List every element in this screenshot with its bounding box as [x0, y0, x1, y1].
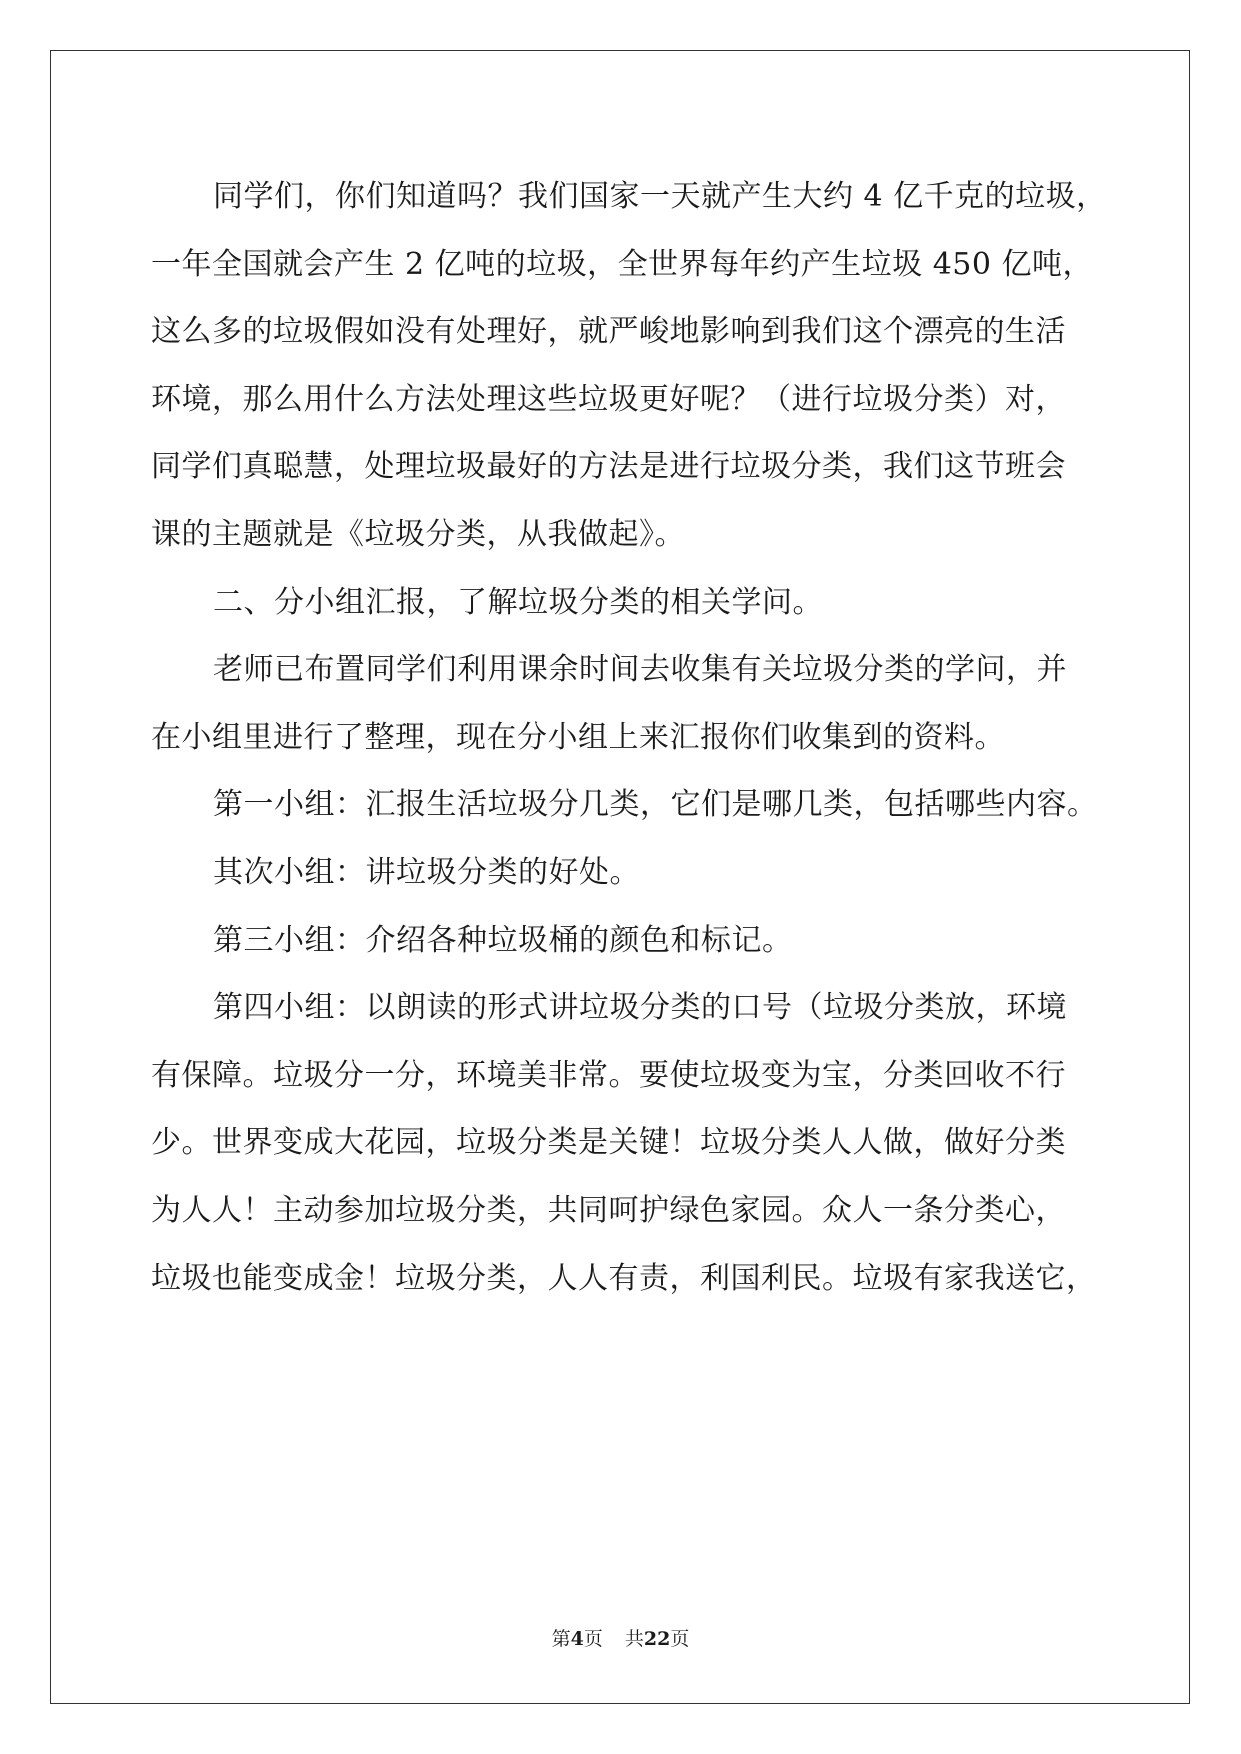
section-heading: 二、分小组汇报，了解垃圾分类的相关学问。	[213, 584, 823, 620]
text-line: 第三小组：介绍各种垃圾桶的颜色和标记。	[213, 922, 793, 958]
page-suffix: 页	[583, 1628, 603, 1650]
text-line: 有保障。垃圾分一分，环境美非常。要使垃圾变为宝，分类回收不行	[151, 1057, 1066, 1093]
text-line: 第四小组：以朗读的形式讲垃圾分类的口号（垃圾分类放，环境	[213, 990, 1067, 1026]
page-prefix: 第	[551, 1628, 571, 1650]
text-line: 课的主题就是《垃圾分类，从我做起》。	[151, 516, 685, 552]
page-footer	[0, 1624, 1241, 1651]
total-suffix: 页	[670, 1628, 690, 1650]
text-line: 为人人！主动参加垃圾分类，共同呵护绿色家园。众人一条分类心，	[151, 1192, 1066, 1228]
text-line: 其次小组：讲垃圾分类的好处。	[213, 854, 640, 890]
text-line: 同学们真聪慧，处理垃圾最好的方法是进行垃圾分类，我们这节班会	[151, 449, 1066, 485]
text-line: 老师已布置同学们利用课余时间去收集有关垃圾分类的学问，并	[213, 652, 1067, 688]
text-line: 少。世界变成大花园，垃圾分类是关键！垃圾分类人人做，做好分类	[151, 1125, 1066, 1161]
total-prefix: 共	[624, 1628, 644, 1650]
text-line: 在小组里进行了整理，现在分小组上来汇报你们收集到的资料。	[151, 719, 1005, 755]
text-line: 环境，那么用什么方法处理这些垃圾更好呢？（进行垃圾分类）对，	[151, 381, 1066, 417]
text-line: 同学们，你们知道吗？我们国家一天就产生大约 4 亿千克的垃圾，	[213, 179, 1107, 214]
text-line: 一年全国就会产生 2 亿吨的垃圾，全世界每年约产生垃圾 450 亿吨，	[151, 246, 1093, 282]
text-line: 这么多的垃圾假如没有处理好，就严峻地影响到我们这个漂亮的生活	[151, 314, 1066, 350]
page-number: 4	[570, 1628, 584, 1650]
text-line: 垃圾也能变成金！垃圾分类，人人有责，利国利民。垃圾有家我送它，	[151, 1260, 1097, 1296]
document-body	[151, 163, 1107, 1312]
text-line: 第一小组：汇报生活垃圾分几类，它们是哪几类，包括哪些内容。	[213, 787, 1098, 823]
total-pages: 22	[643, 1628, 671, 1650]
